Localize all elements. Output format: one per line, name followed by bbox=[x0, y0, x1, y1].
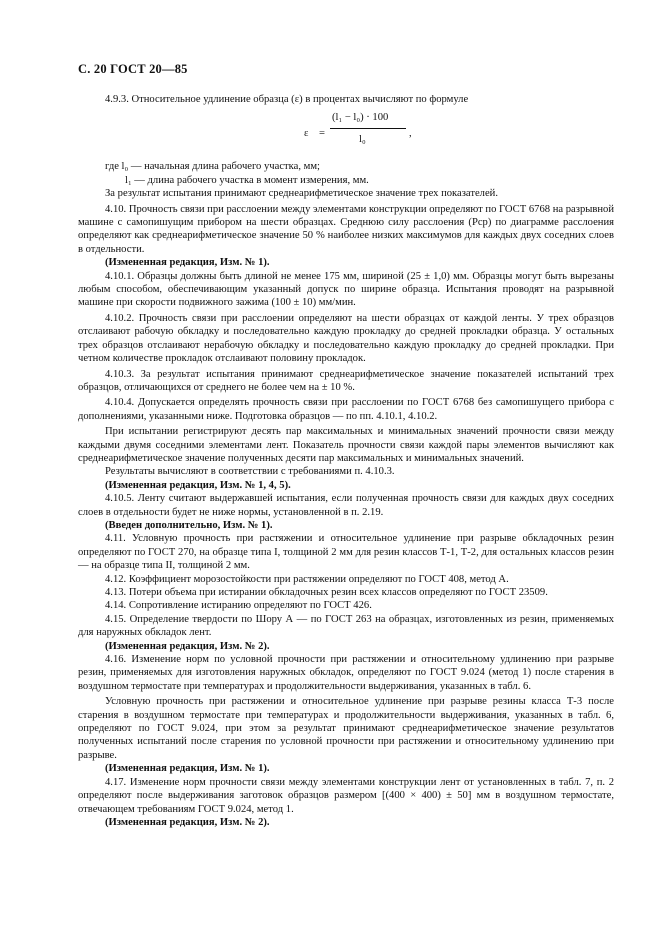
formula-lhs: ε bbox=[304, 128, 309, 140]
formula-legend bbox=[78, 160, 614, 187]
paragraph-calculation: Результаты вычисляют в соответствии с требованиями п. 4.10.3. bbox=[105, 466, 395, 478]
edition-note: (Измененная редакция, Изм. № 1, 4, 5). bbox=[105, 479, 291, 491]
paragraph-4-13: 4.13. Потери объема при истирании обкладочных резин всех классов определяют по ГОСТ 23509. bbox=[105, 587, 548, 598]
paragraph-conditional-strength: Условную прочность при растяжении и относительное удлинение при разрыве резины класса Т-3 после старения в воздушном термостате при температурах и продолжительности выдерживания, указанных в табл. 6, определяют по ГОСТ 9.024, при этом за результат принимают среднеарифметическое значение результатов полученных испытаний после старения по условной прочности при растяжении и относительному удлинению при разрыве. bbox=[78, 696, 614, 761]
formula-denominator: l₀ bbox=[359, 134, 366, 146]
paragraph-4-15: 4.15. Определение твердости по Шору А — по ГОСТ 263 на образцах, изготовленных из резин, применяемых для наружных обкладок лент. bbox=[78, 613, 614, 639]
elongation-formula bbox=[78, 108, 614, 158]
paragraph-4-9-3: 4.9.3. Относительное удлинение образца (ε) в процентах вычисляют по формуле bbox=[105, 94, 469, 105]
edition-note: (Измененная редакция, Изм. № 1). bbox=[105, 763, 270, 775]
page-header: С. 20 ГОСТ 20—85 bbox=[78, 62, 188, 76]
introduced-note: (Введен дополнительно, Изм. № 1). bbox=[105, 519, 273, 531]
paragraph-4-10-3: 4.10.3. За результат испытания принимают среднеарифметическое значение показателей испытаний трех образцов, отличающихся от среднего не более чем на ± 10 %. bbox=[78, 368, 614, 393]
paragraph-registration: При испытании регистрируют десять пар максимальных и минимальных значений прочности связи между каждыми двумя соседними элементами лент. Показатель прочности связи каждой пары элементов вычисляют как среднеарифметическое значение полученных десяти пар максимальных и минимальных значений. bbox=[78, 426, 614, 464]
paragraph-4-10-1: 4.10.1. Образцы должны быть длиной не менее 175 мм, шириной (25 ± 1,0) мм. Образцы могут быть вырезаны любым способом, обеспечивающим указанный допуск по ширине образца. Испытания проводят на разрывной машине при скорости подвижного зажима (100 ± 10) мм/мин. bbox=[78, 270, 614, 309]
formula-comma: , bbox=[409, 128, 412, 140]
paragraph-4-16: 4.16. Изменение норм по условной прочности при растяжении и относительному удлинению при разрыве резин, применяемых для изготовления наружных обкладок, определяют по ГОСТ 9.024 (метод 1) после старения в воздушном термостате при температурах и продолжительности выдерживания, указанных в табл. 6. bbox=[78, 654, 614, 692]
legend-l1: l₁ — длина рабочего участка в момент измерения, мм. bbox=[125, 174, 369, 186]
edition-note: (Измененная редакция, Изм. № 2). bbox=[105, 640, 270, 652]
paragraph-4-12: 4.12. Коэффициент морозостойкости при растяжении определяют по ГОСТ 408, метод А. bbox=[105, 573, 509, 585]
edition-note: (Измененная редакция, Изм. № 2). bbox=[105, 816, 270, 828]
paragraph-4-14: 4.14. Сопротивление истиранию определяют по ГОСТ 426. bbox=[105, 600, 372, 612]
paragraph-result: За результат испытания принимают среднеарифметическое значение трех показателей. bbox=[105, 188, 498, 200]
legend-l0: где l₀ — начальная длина рабочего участка, мм; bbox=[105, 161, 320, 173]
paragraph-4-11: 4.11. Условную прочность при растяжении и относительное удлинение при разрыве обкладочных резин определяют по ГОСТ 270, на образце типа I, толщиной 2 мм для резин классов Т-1, Т-2, для остальных классов резин — на образце типа II, толщиной 2 мм. bbox=[78, 533, 614, 572]
edition-note: (Измененная редакция, Изм. № 1). bbox=[105, 257, 270, 269]
paragraph-4-10: 4.10. Прочность связи при расслоении между элементами конструкции определяют по ГОСТ 6768 на разрывной машине с самопишущим прибором на шести образцах. Среднюю силу расслоения (Pср) по диаграмме расслоения определяют как среднеарифметическое значение 50 % наиболее низких максимумов для каждых двух соседних слоев в отдельности. bbox=[78, 203, 614, 255]
fraction-bar bbox=[330, 128, 406, 129]
paragraph-4-10-2: 4.10.2. Прочность связи при расслоении определяют на шести образцах от каждой ленты. У трех образцов отслаивают рабочую обкладку и последовательно каждую прокладку до средней прокладки образца. У остальных трех образцов отслаивают нерабочую обкладку и последовательно каждую прокладку до средней прокладки. При четном количестве прокладок отслаивают половину прокладок. bbox=[78, 312, 614, 365]
paragraph-4-10-5: 4.10.5. Ленту считают выдержавшей испытания, если полученная прочность связи для каждых двух соседних слоев в отдельности будет не ниже нормы, установленной в п. 2.19. bbox=[78, 493, 614, 518]
paragraph-4-10-4: 4.10.4. Допускается определять прочность связи при расслоении по ГОСТ 6768 без самопишущего прибора с дополнениями, указанными ниже. Подготовка образцов — по пп. 4.10.1, 4.10.2. bbox=[78, 397, 614, 422]
formula-numerator: (l₁ − l₀) · 100 bbox=[332, 112, 389, 124]
paragraph-4-17: 4.17. Изменение норм прочности связи между элементами конструкции лент от установленных в табл. 7, п. 2 определяют после выдерживания заготовок образцов размером [(400 × 400) ± 50] мм в воздушном термостате, отвечающем требованиям ГОСТ 9.024, метод 1. bbox=[78, 776, 614, 815]
formula-equals: = bbox=[319, 128, 325, 140]
